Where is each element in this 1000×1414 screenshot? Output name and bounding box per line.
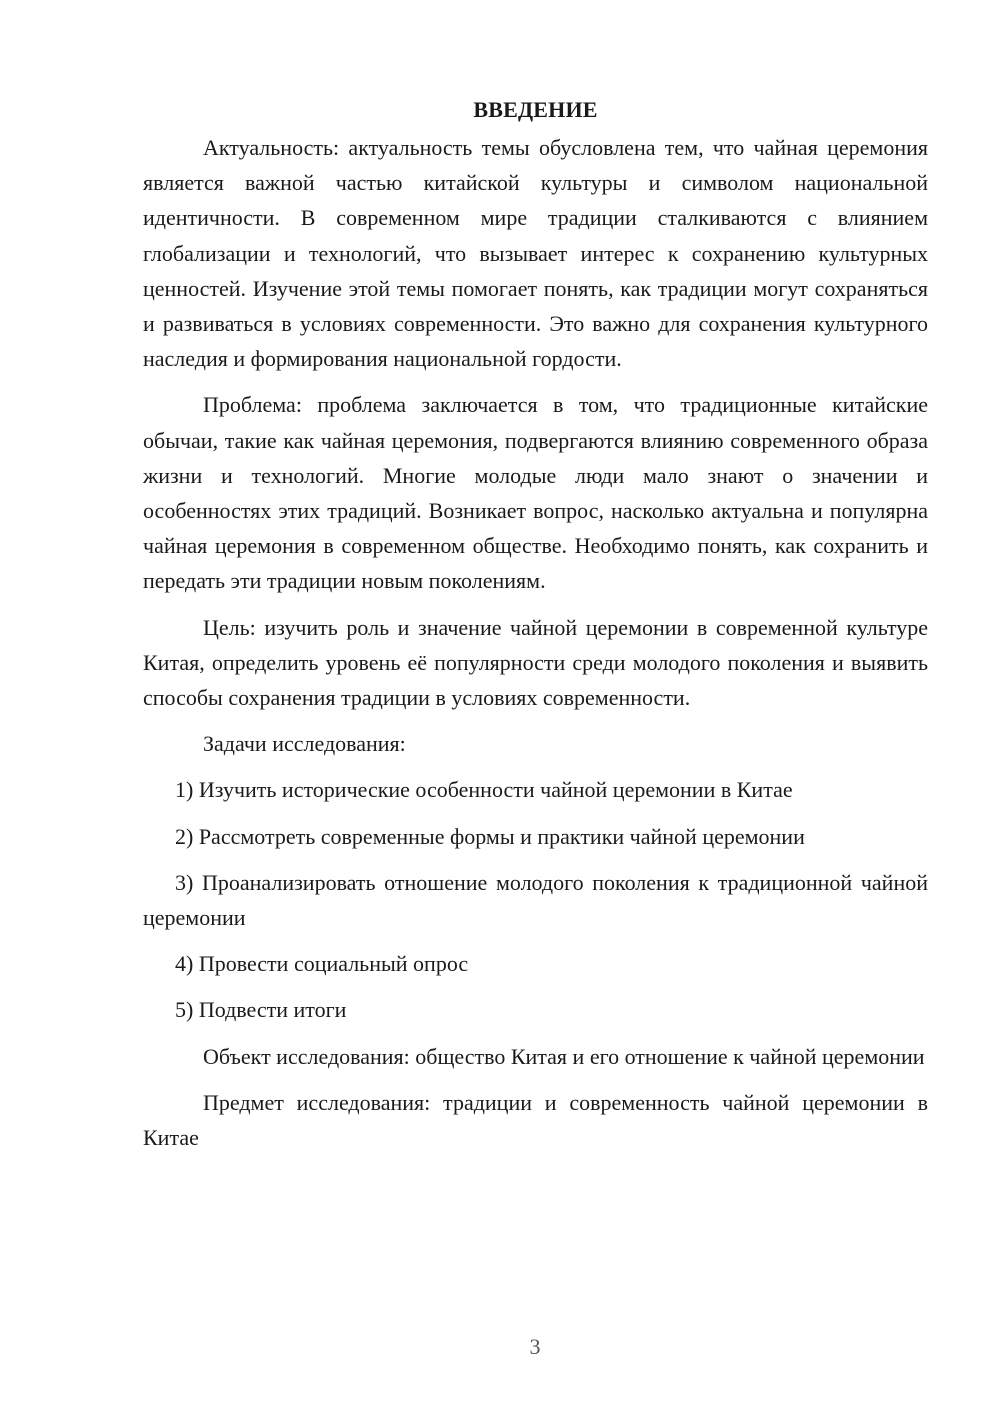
paragraph-object: Объект исследования: общество Китая и его отношение к чайной церемонии xyxy=(203,1043,925,1069)
page-number: 3 xyxy=(529,1334,541,1359)
task-item-5: 5) Подвести итоги xyxy=(175,997,347,1023)
paragraph-subject: Предмет исследования: традиции и современность чайной церемонии в Китае xyxy=(143,1089,928,1151)
paragraph-goal: Цель: изучить роль и значение чайной церемонии в современной культуре Китая, определить уровень её популярности среди молодого поколения и выявить способы сохранения традиции в условиях современности. xyxy=(143,614,928,711)
task-item-2: 2) Рассмотреть современные формы и практики чайной церемонии xyxy=(175,823,805,849)
section-title: ВВЕДЕНИЕ xyxy=(473,97,598,122)
task-item-3: 3) Проанализировать отношение молодого поколения к традиционной чайной церемонии xyxy=(143,869,928,931)
tasks-heading: Задачи исследования: xyxy=(203,731,406,757)
document-page xyxy=(143,92,928,1166)
task-item-4: 4) Провести социальный опрос xyxy=(175,951,469,977)
paragraph-problem: Проблема: проблема заключается в том, что традиционные китайские обычаи, такие как чайная церемония, подвергаются влиянию современного образа жизни и технологий. Многие молодые люди мало знают о значении и особенностях этих традиций. Возникает вопрос, насколько актуальна и популярна чайная церемония в современном обществе. Необходимо понять, как сохранить и передать эти традиции новым поколениям. xyxy=(143,392,928,594)
task-item-1: 1) Изучить исторические особенности чайной церемонии в Китае xyxy=(175,777,793,803)
paragraph-relevance: Актуальность: актуальность темы обусловлена тем, что чайная церемония является важной частью китайской культуры и символом национальной идентичности. В современном мире традиции сталкиваются с влиянием глобализации и технологий, что вызывает интерес к сохранению культурных ценностей. Изучение этой темы помогает понять, как традиции могут сохраняться и развиваться в условиях современности. Это важно для сохранения культурного наследия и формирования национальной гордости. xyxy=(143,135,928,372)
